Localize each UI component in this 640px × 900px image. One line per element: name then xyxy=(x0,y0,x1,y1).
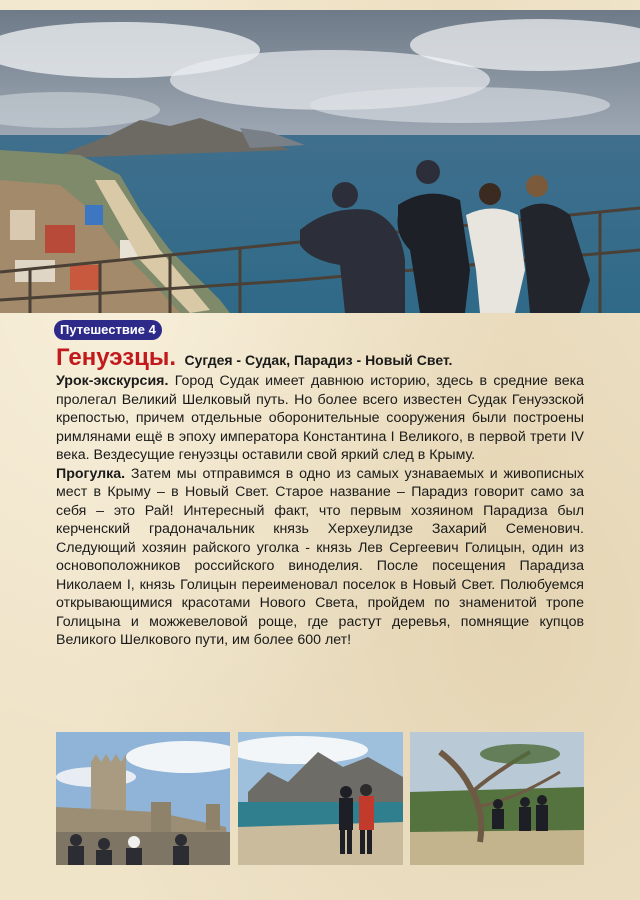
paragraph-text: Затем мы отправимся в одно из самых узнаваемых и живописных мест в Крыму – в Новый Свет. Старое название – Парадиз говорит само за себя – это Рай! Интересный факт, что первым хозяином Парадиза был керченский градоначальник князь Херхеулидзе Захарий Семенович. Следующий хозяин райского уголка - князь Лев Сергеевич Голицын, один из основоположников российского виноделия. После посещения Парадиза Николаем I, князь Голицын переименовал поселок в Новый Свет. Полюбуемся открывающимися красотами Нового Света, пройдем по знаменитой тропе Голицына и можжевеловой роще, где растут деревья, помнящие купцов Великого Шелкового пути, им более 600 лет! xyxy=(56,465,584,648)
title-subtitle: Сугдея - Судак, Парадиз - Новый Свет. xyxy=(184,352,453,368)
paragraph-walk xyxy=(56,465,584,650)
title-main: Генуэзцы. xyxy=(56,344,177,371)
page-title xyxy=(56,344,616,372)
section-badge: Путешествие 4 xyxy=(54,320,162,340)
hero-photo xyxy=(0,10,640,313)
paragraph-text: Город Судак имеет давнюю историю, здесь в средние века пролегал Великий Шелковый путь. Но более всего известен Судак Генуэзской крепостью, причем отдельные оборонительные сооружения были построены римлянами ещё в эпоху императора Константина I Великого, в первой трети IV века. Вездесущие генуэзцы оставили свой яркий след в Крыму. xyxy=(56,373,584,463)
photo-seaside-cliff xyxy=(238,732,403,865)
paragraph-lead: Урок-экскурсия. xyxy=(56,373,169,389)
paragraph-lead: Прогулка. xyxy=(56,465,126,482)
photo-juniper-grove xyxy=(410,732,584,865)
photo-fortress xyxy=(56,732,230,865)
paragraph-excursion xyxy=(56,372,584,465)
article-body xyxy=(56,372,584,650)
